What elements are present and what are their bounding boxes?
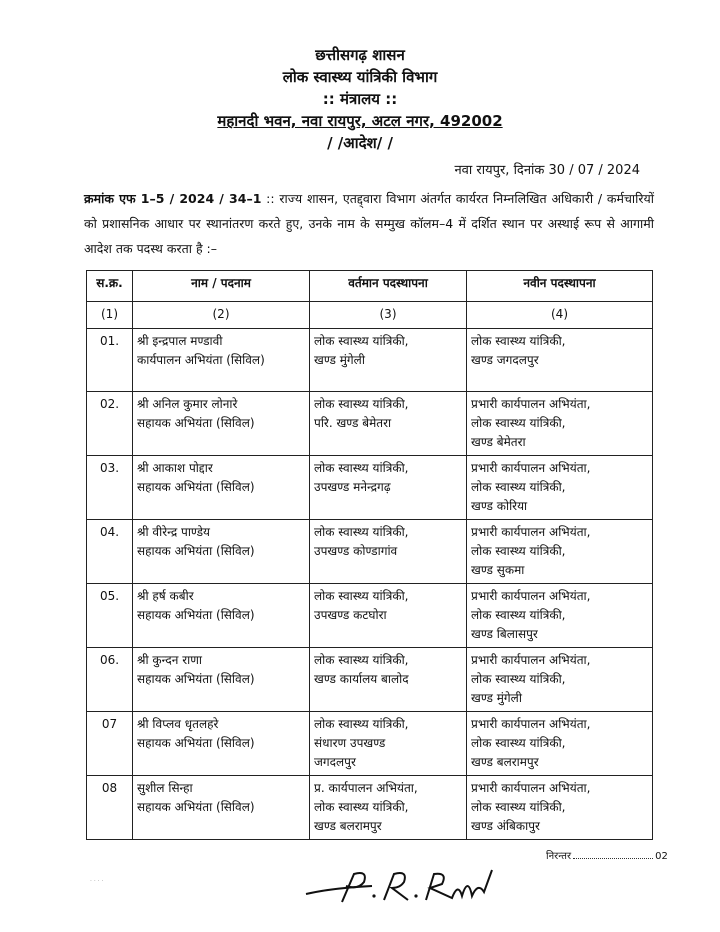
posting-line: लोक स्वास्थ्य यांत्रिकी, — [314, 397, 409, 411]
table-row — [87, 520, 653, 584]
posting-line: लोक स्वास्थ्य यांत्रिकी, — [471, 800, 566, 814]
table-row — [87, 392, 653, 456]
row-current-posting — [310, 456, 467, 520]
posting-line: लोक स्वास्थ्य यांत्रिकी, — [314, 653, 409, 667]
officer-designation: कार्यपालन अभियंता (सिविल) — [137, 353, 265, 367]
posting-line: उपखण्ड मनेन्द्रगढ़ — [314, 480, 391, 494]
posting-line: लोक स्वास्थ्य यांत्रिकी, — [314, 717, 409, 731]
officer-name: सुशील सिन्हा — [137, 781, 193, 795]
posting-line: खण्ड कोरिया — [471, 499, 528, 513]
row-serial: 05. — [87, 584, 133, 648]
row-current-posting — [310, 584, 467, 648]
row-current-posting — [310, 648, 467, 712]
posting-line: लोक स्वास्थ्य यांत्रिकी, — [471, 672, 566, 686]
posting-line: प्रभारी कार्यपालन अभियंता, — [471, 589, 591, 603]
posting-line: जगदलपुर — [314, 755, 356, 769]
continued-note — [546, 848, 668, 862]
officer-name: श्री कुन्दन राणा — [137, 653, 202, 667]
posting-line: लोक स्वास्थ्य यांत्रिकी, — [471, 334, 566, 348]
posting-line: लोक स्वास्थ्य यांत्रिकी, — [314, 800, 409, 814]
order-date: नवा रायपुर, दिनांक 30 / 07 / 2024 — [454, 163, 640, 178]
continued-label: निरन्तर — [546, 851, 572, 862]
row-new-posting — [467, 329, 653, 392]
header-serial: स.क्र. — [87, 271, 133, 302]
col-number: (3) — [310, 302, 467, 329]
posting-line: लोक स्वास्थ्य यांत्रिकी, — [471, 416, 566, 430]
row-current-posting — [310, 712, 467, 776]
row-serial: 06. — [87, 648, 133, 712]
continued-page: 02 — [655, 851, 668, 862]
officer-name: श्री विप्लव धृतलहरे — [137, 717, 219, 731]
col-number: (1) — [87, 302, 133, 329]
row-current-posting — [310, 329, 467, 392]
posting-line: खण्ड मुंगेली — [314, 353, 365, 367]
table-header-row — [87, 271, 653, 302]
row-name-designation — [133, 712, 310, 776]
officer-designation: सहायक अभियंता (सिविल) — [137, 672, 255, 686]
header-department: लोक स्वास्थ्य यांत्रिकी विभाग — [282, 68, 438, 86]
posting-line: लोक स्वास्थ्य यांत्रिकी, — [471, 608, 566, 622]
col-number: (2) — [133, 302, 310, 329]
posting-line: खण्ड मुंगेली — [471, 691, 522, 705]
officer-designation: सहायक अभियंता (सिविल) — [137, 608, 255, 622]
header-order-title: / /आदेश/ / — [327, 134, 393, 152]
officer-designation: सहायक अभियंता (सिविल) — [137, 480, 255, 494]
posting-line: प्रभारी कार्यपालन अभियंता, — [471, 397, 591, 411]
header-government: छत्तीसगढ़ शासन — [315, 46, 405, 64]
posting-line: खण्ड जगदलपुर — [471, 353, 539, 367]
row-name-designation — [133, 584, 310, 648]
col-number: (4) — [467, 302, 653, 329]
table-row — [87, 776, 653, 840]
table-row — [87, 456, 653, 520]
officer-designation: सहायक अभियंता (सिविल) — [137, 736, 255, 750]
posting-line: लोक स्वास्थ्य यांत्रिकी, — [314, 334, 409, 348]
posting-line: परि. खण्ड बेमेतरा — [314, 416, 392, 430]
posting-line: प्रभारी कार्यपालन अभियंता, — [471, 781, 591, 795]
posting-line: लोक स्वास्थ्य यांत्रिकी, — [314, 461, 409, 475]
officer-designation: सहायक अभियंता (सिविल) — [137, 544, 255, 558]
row-new-posting — [467, 584, 653, 648]
order-paragraph — [84, 186, 654, 261]
row-new-posting — [467, 456, 653, 520]
officer-designation: सहायक अभियंता (सिविल) — [137, 800, 255, 814]
row-serial: 08 — [87, 776, 133, 840]
posting-line: लोक स्वास्थ्य यांत्रिकी, — [471, 736, 566, 750]
posting-line: खण्ड सुकमा — [471, 563, 525, 577]
posting-line: प्र. कार्यपालन अभियंता, — [314, 781, 418, 795]
officer-designation: सहायक अभियंता (सिविल) — [137, 416, 255, 430]
table-row — [87, 712, 653, 776]
posting-line: खण्ड अंबिकापुर — [471, 819, 540, 833]
row-current-posting — [310, 392, 467, 456]
row-serial: 02. — [87, 392, 133, 456]
posting-line: खण्ड कार्यालय बालोद — [314, 672, 409, 686]
row-name-designation — [133, 392, 310, 456]
header-address: महानदी भवन, नवा रायपुर, अटल नगर, 492002 — [217, 112, 503, 130]
posting-line: संधारण उपखण्ड — [314, 736, 386, 750]
posting-line: उपखण्ड कोण्डागांव — [314, 544, 398, 558]
posting-line: लोक स्वास्थ्य यांत्रिकी, — [314, 589, 409, 603]
row-name-designation — [133, 329, 310, 392]
posting-line: खण्ड बलरामपुर — [471, 755, 539, 769]
row-current-posting — [310, 520, 467, 584]
officer-name: श्री वीरेन्द्र पाण्डेय — [137, 525, 211, 539]
officer-name: श्री आकाश पोद्दार — [137, 461, 213, 475]
row-new-posting — [467, 392, 653, 456]
row-name-designation — [133, 776, 310, 840]
posting-line: उपखण्ड कटघोरा — [314, 608, 387, 622]
row-new-posting — [467, 648, 653, 712]
posting-line: खण्ड बेमेतरा — [471, 435, 526, 449]
header-current-posting: वर्तमान पदस्थापना — [310, 271, 467, 302]
continued-dots — [573, 858, 653, 859]
posting-line: लोक स्वास्थ्य यांत्रिकी, — [471, 480, 566, 494]
row-new-posting — [467, 520, 653, 584]
header-new-posting: नवीन पदस्थापना — [467, 271, 653, 302]
row-serial: 07 — [87, 712, 133, 776]
row-serial: 01. — [87, 329, 133, 392]
row-name-designation — [133, 456, 310, 520]
row-name-designation — [133, 520, 310, 584]
table-row — [87, 584, 653, 648]
row-name-designation — [133, 648, 310, 712]
order-text: :: राज्य शासन, एतद्द्वारा विभाग अंतर्गत कार्यरत निम्नलिखित अधिकारी / कर्मचारियों को प्रशासनिक आधार पर स्थानांतरण करते हुए, उनके नाम के सम्मुख कॉलम–4 में दर्शित स्थान पर अस्थाई रूप से आगामी आदेश तक पदस्थ करता है :– — [84, 191, 654, 256]
document-header — [0, 44, 720, 154]
posting-line: खण्ड बलरामपुर — [314, 819, 382, 833]
scan-mark: · · · · — [90, 878, 104, 885]
signature-image — [302, 862, 502, 912]
posting-line: लोक स्वास्थ्य यांत्रिकी, — [314, 525, 409, 539]
header-name: नाम / पदनाम — [133, 271, 310, 302]
transfer-table — [86, 270, 653, 840]
posting-line: प्रभारी कार्यपालन अभियंता, — [471, 525, 591, 539]
column-number-row — [87, 302, 653, 329]
row-new-posting — [467, 712, 653, 776]
posting-line: प्रभारी कार्यपालन अभियंता, — [471, 653, 591, 667]
posting-line: लोक स्वास्थ्य यांत्रिकी, — [471, 544, 566, 558]
order-number: क्रमांक एफ 1–5 / 2024 / 34–1 — [84, 191, 262, 206]
table-row — [87, 329, 653, 392]
row-serial: 03. — [87, 456, 133, 520]
officer-name: श्री अनिल कुमार लोनारे — [137, 397, 238, 411]
header-ministry: :: मंत्रालय :: — [322, 90, 398, 108]
row-serial: 04. — [87, 520, 133, 584]
row-current-posting — [310, 776, 467, 840]
officer-name: श्री इन्द्रपाल मण्डावी — [137, 334, 223, 348]
posting-line: प्रभारी कार्यपालन अभियंता, — [471, 717, 591, 731]
table-row — [87, 648, 653, 712]
posting-line: खण्ड बिलासपुर — [471, 627, 538, 641]
officer-name: श्री हर्ष कबीर — [137, 589, 194, 603]
posting-line: प्रभारी कार्यपालन अभियंता, — [471, 461, 591, 475]
row-new-posting — [467, 776, 653, 840]
